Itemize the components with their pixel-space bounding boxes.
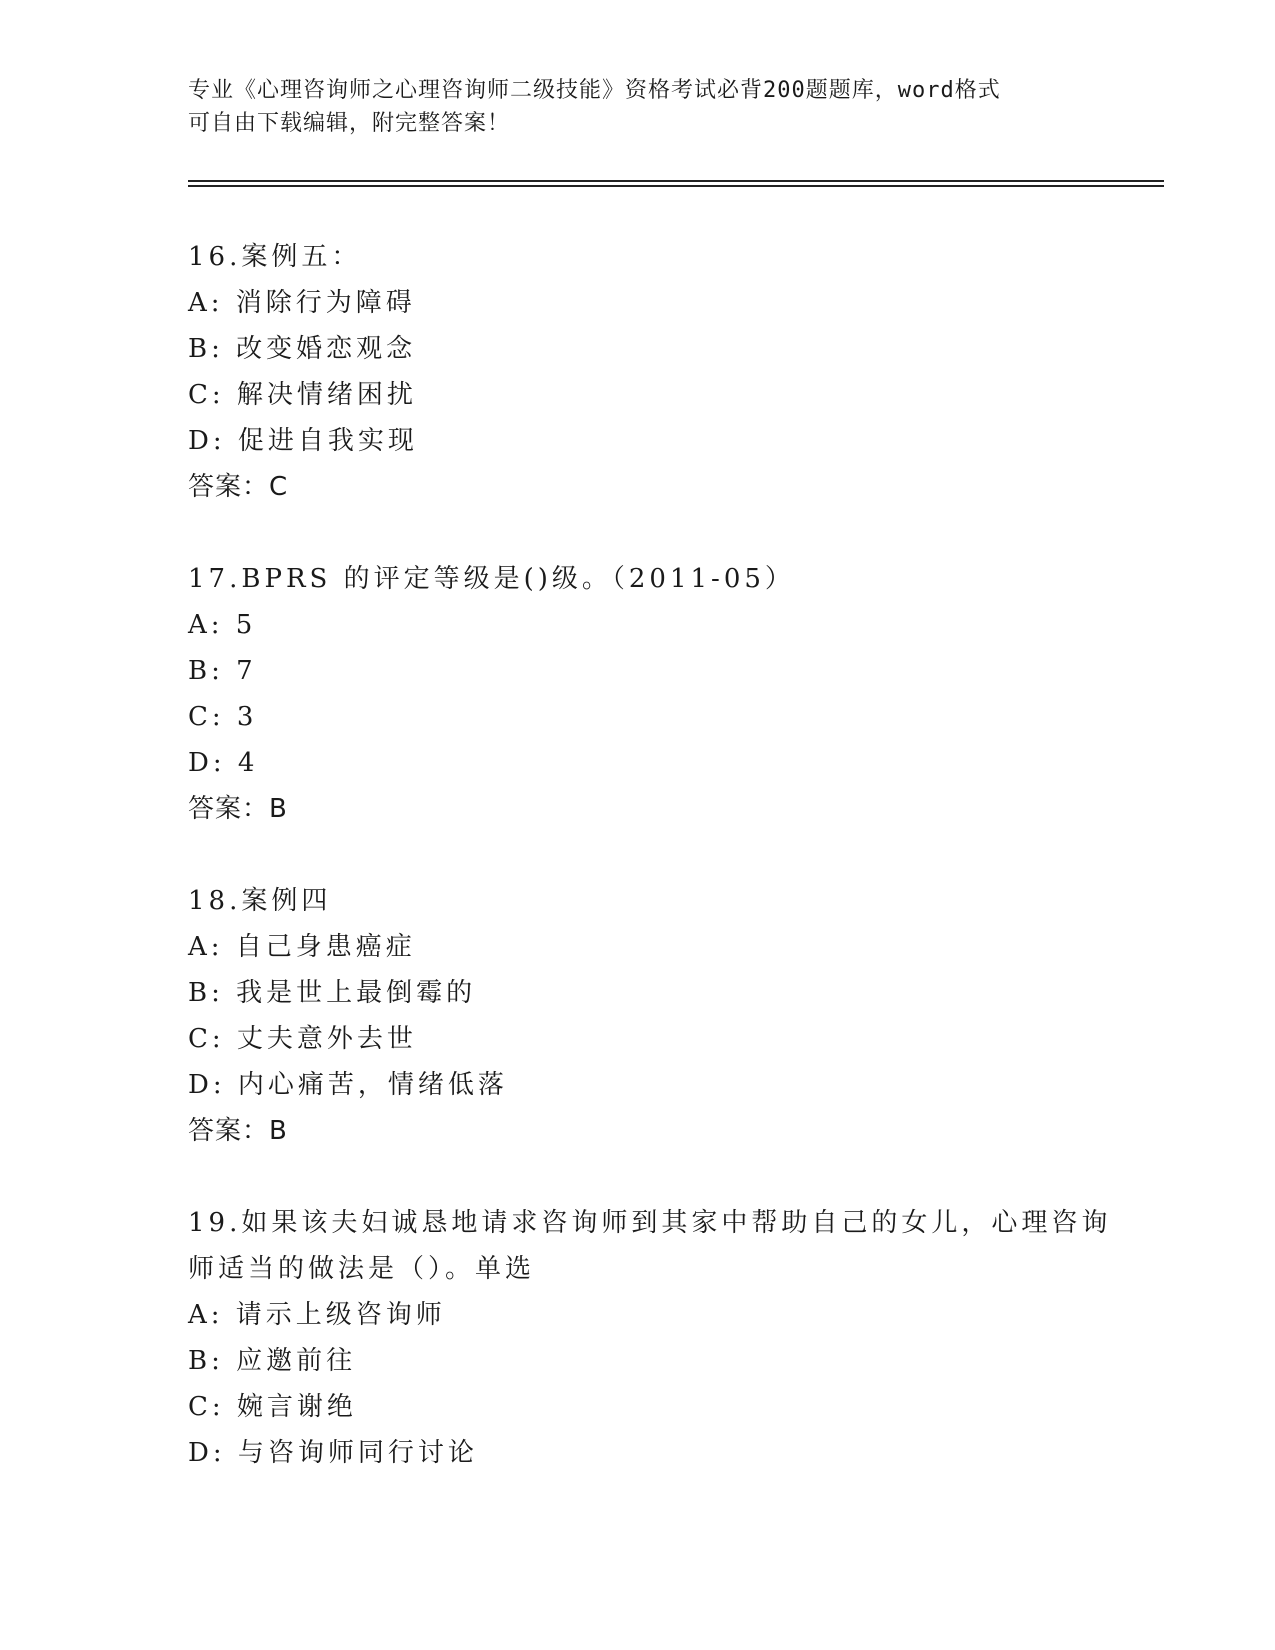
option-a: A: 5 xyxy=(188,610,257,640)
option-d: D: 促进自我实现 xyxy=(188,426,418,456)
question-list xyxy=(188,234,1112,1522)
question-16 xyxy=(188,234,1108,510)
option-b: B: 应邀前往 xyxy=(188,1346,357,1376)
option-a: A: 请示上级咨询师 xyxy=(188,1300,446,1330)
answer-label: 答案：B xyxy=(188,794,288,824)
option-d: D: 4 xyxy=(188,748,259,778)
question-18 xyxy=(188,878,1108,1154)
question-stem-line-2: 师适当的做法是（）。单选 xyxy=(188,1254,536,1284)
option-c: C: 3 xyxy=(188,702,258,732)
document-header xyxy=(188,74,1068,140)
question-stem: 17.BPRS 的评定等级是()级。（2011-05） xyxy=(188,564,795,594)
header-divider-top xyxy=(188,180,1164,182)
answer-label: 答案：C xyxy=(188,472,289,502)
option-c: C: 丈夫意外去世 xyxy=(188,1024,417,1054)
question-17 xyxy=(188,556,1108,832)
option-b: B: 7 xyxy=(188,656,257,686)
question-19 xyxy=(188,1200,1112,1476)
answer-label: 答案：B xyxy=(188,1116,288,1146)
header-line-2: 可自由下载编辑，附完整答案！ xyxy=(188,111,511,136)
option-b: B: 我是世上最倒霉的 xyxy=(188,978,477,1008)
question-stem: 16.案例五： xyxy=(188,242,362,272)
option-c: C: 解决情绪困扰 xyxy=(188,380,417,410)
option-d: D: 内心痛苦，情绪低落 xyxy=(188,1070,508,1100)
header-line-1: 专业《心理咨询师之心理咨询师二级技能》资格考试必背200题题库，word格式 xyxy=(188,78,1001,103)
option-b: B: 改变婚恋观念 xyxy=(188,334,417,364)
header-divider-bottom xyxy=(188,185,1164,187)
option-a: A: 自己身患癌症 xyxy=(188,932,416,962)
question-stem-line-1: 19.如果该夫妇诚恳地请求咨询师到其家中帮助自己的女儿，心理咨询 xyxy=(188,1208,1112,1238)
option-c: C: 婉言谢绝 xyxy=(188,1392,357,1422)
question-stem: 18.案例四 xyxy=(188,886,332,916)
option-a: A: 消除行为障碍 xyxy=(188,288,416,318)
option-d: D: 与咨询师同行讨论 xyxy=(188,1438,478,1468)
